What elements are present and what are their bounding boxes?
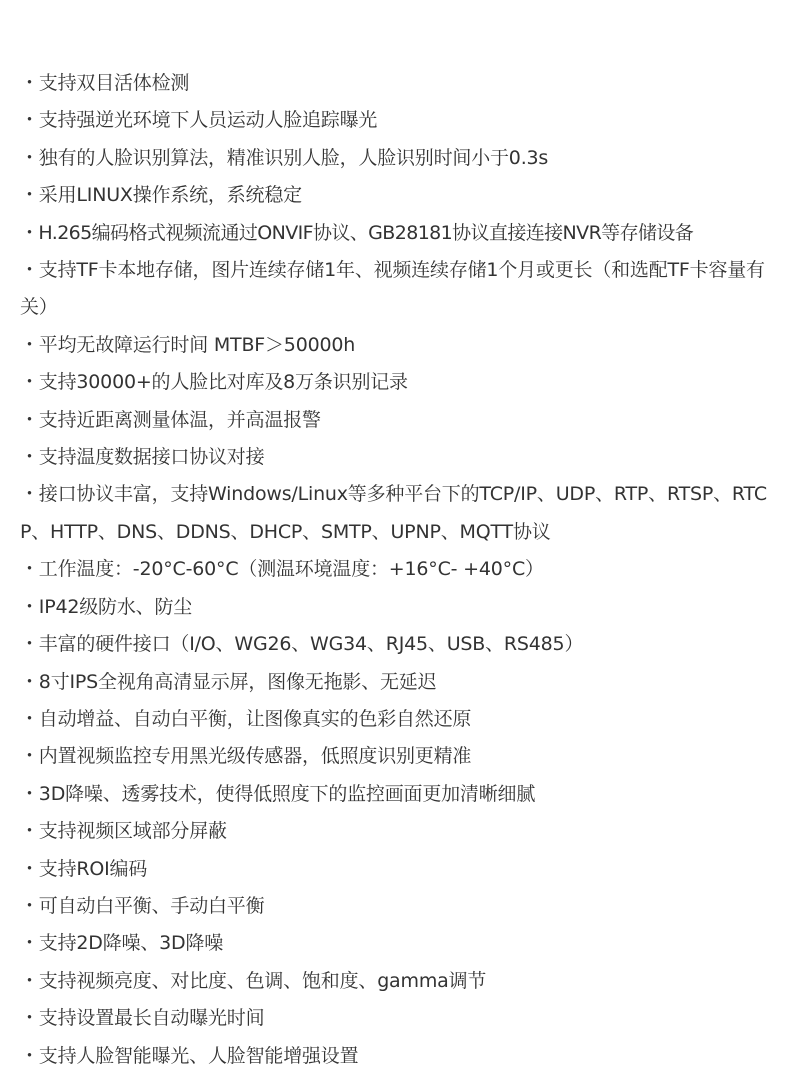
list-item: ・丰富的硬件接口（I/O、WG26、WG34、RJ45、USB、RS485） — [20, 633, 584, 656]
list-item: ・8寸IPS全视角高清显示屏，图像无拖影、无延迟 — [20, 670, 437, 693]
list-item: ・工作温度：-20°C-60°C（测温环境温度：+16°C- +40°C） — [20, 558, 544, 581]
list-item: ・IP42级防水、防尘 — [20, 595, 193, 618]
list-item: ・支持人脸智能曝光、人脸智能增强设置 — [20, 1044, 359, 1067]
list-item: ・3D降噪、透雾技术，使得低照度下的监控画面更加清晰细腻 — [20, 782, 536, 805]
list-item: ・自动增益、自动白平衡，让图像真实的色彩自然还原 — [20, 707, 472, 730]
list-item: ・可自动白平衡、手动白平衡 — [20, 894, 265, 917]
list-item: ・支持近距离测量体温，并高温报警 — [20, 408, 321, 431]
list-item: ・H.265编码格式视频流通过ONVIF协议、GB28181协议直接连接NVR等存储设备 — [20, 221, 694, 244]
list-item: ・支持强逆光环境下人员运动人脸追踪曝光 — [20, 109, 378, 132]
list-item: ・内置视频监控专用黑光级传感器，低照度识别更精准 — [20, 745, 472, 768]
list-item: ・支持TF卡本地存储，图片连续存储1年、视频连续存储1个月或更长（和选配TF卡容量有关） — [20, 259, 765, 319]
list-item: ・支持双目活体检测 — [20, 72, 190, 94]
feature-list — [20, 65, 780, 1075]
list-item: ・采用LINUX操作系统，系统稳定 — [20, 184, 302, 207]
list-item: ・接口协议丰富，支持Windows/Linux等多种平台下的TCP/IP、UDP、RTP、RTSP、RTCP、HTTP、DNS、DDNS、DHCP、SMTP、UPNP、MQTT协议 — [20, 483, 767, 543]
list-item: ・支持设置最长自动曝光时间 — [20, 1007, 265, 1030]
list-item: ・支持温度数据接口协议对接 — [20, 446, 265, 469]
list-item: ・支持30000+的人脸比对库及8万条识别记录 — [20, 371, 408, 394]
list-item: ・支持ROI编码 — [20, 857, 148, 880]
list-item: ・平均无故障运行时间 MTBF＞50000h — [20, 333, 356, 356]
list-item: ・支持视频区域部分屏蔽 — [20, 820, 227, 843]
list-item: ・独有的人脸识别算法，精准识别人脸，人脸识别时间小于0.3s — [20, 146, 549, 169]
list-item: ・支持视频亮度、对比度、色调、饱和度、gamma调节 — [20, 969, 487, 992]
list-item: ・支持2D降噪、3D降噪 — [20, 932, 224, 955]
